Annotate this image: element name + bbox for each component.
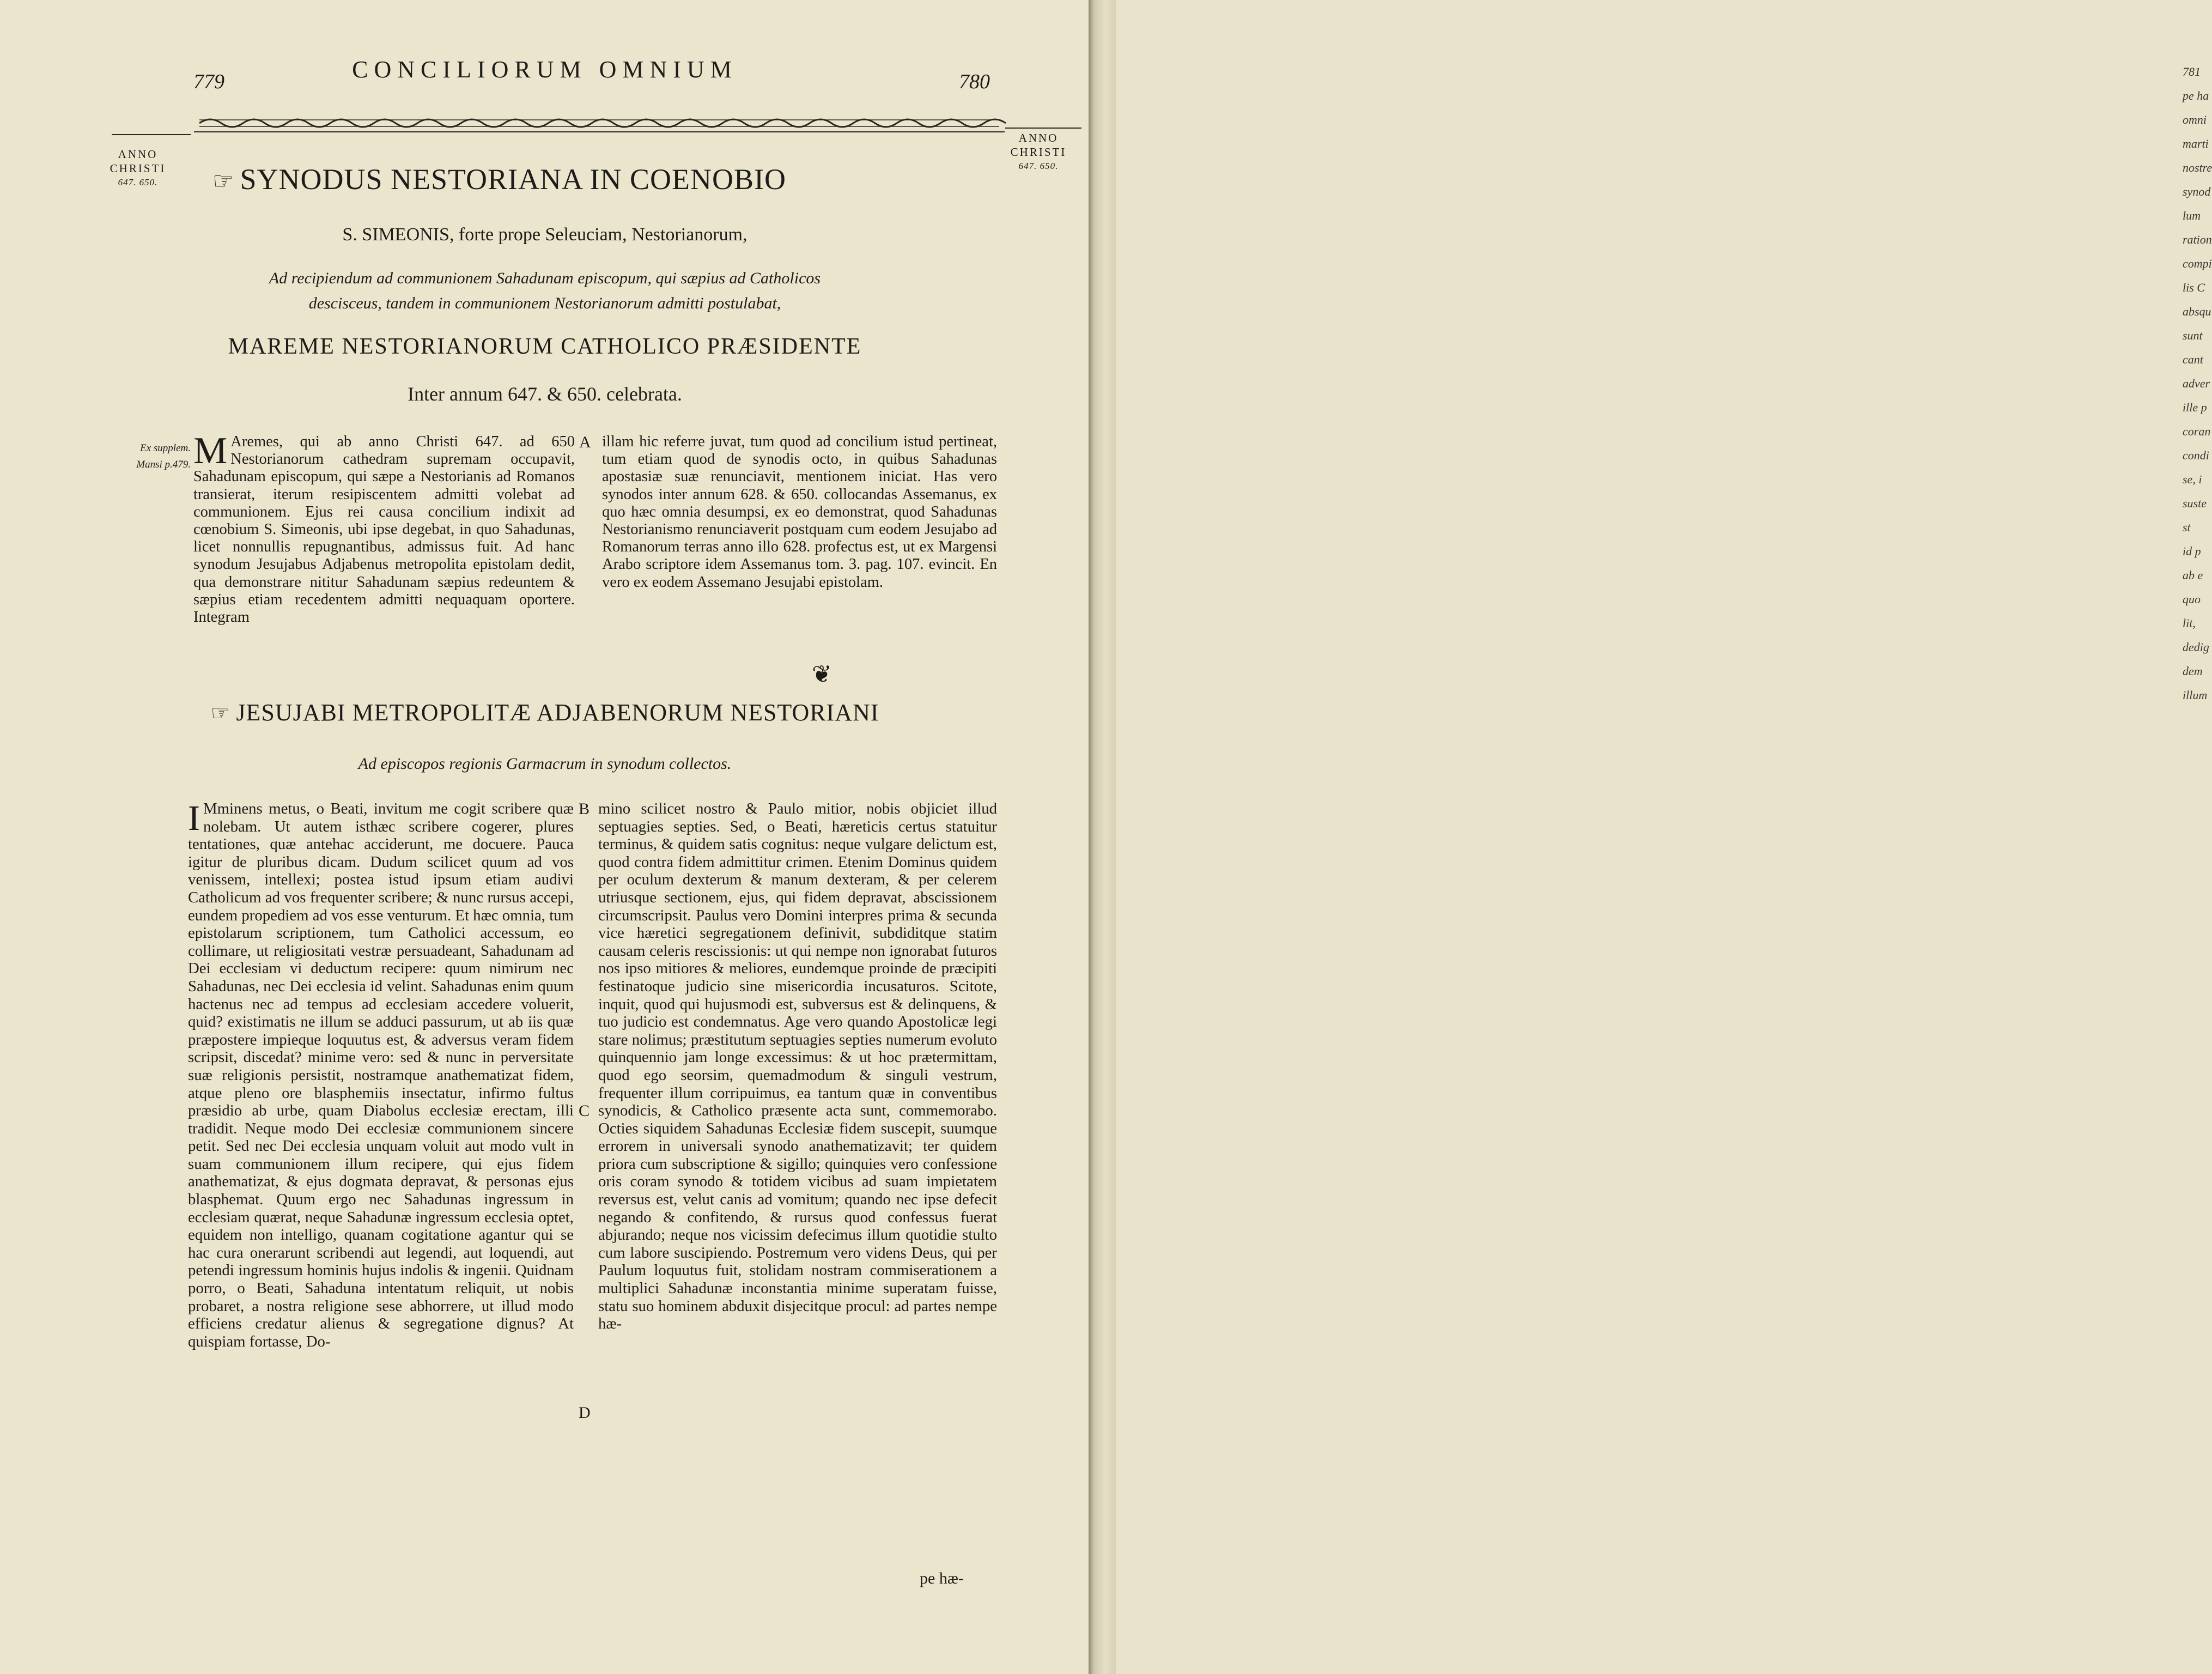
rule-left bbox=[112, 134, 191, 135]
intro-text-right: illam hic referre juvat, tum quod ad concilium istud pertineat, tum etiam quod de synodis octo, in quibus Sahadunas apostasiæ suæ renunciavit, mentionem iniciat. Has vero synodos inter annum 628. & 650. collocandas Assemanus, ex quo hæc omnia desumpsi, ex eo demonstrat, quod Sahadunas Nestorianismo renunciaverit postquam cum eodem Jesujabo ad Romanorum terras anno illo 628. profectus est, ut ex Margensi Arabo scriptore idem Assemanus tom. 3. pag. 107. evincit. En vero ex eodem Assemano Jesujabi epistolam. bbox=[602, 433, 997, 591]
letter-address: Ad episcopos regionis Garmacrum in synodum collectos. bbox=[358, 755, 732, 773]
letter-column-right bbox=[598, 800, 997, 1333]
synod-description bbox=[0, 266, 1090, 316]
pointing-hand-icon: ☞ bbox=[212, 168, 235, 195]
facing-page-edge bbox=[1089, 0, 2212, 1674]
sidenote-line1: Ex supplem. bbox=[140, 442, 191, 454]
intro-dropcap: M bbox=[193, 430, 228, 472]
letter-text-left: Mminens metus, o Beati, invitum me cogit scribere quæ nolebam. Ut autem isthæc scribere cogerer, plures tentationes, quæ antehac acciderunt, me docuere. Pauca igitur de pluribus dicam. Dudum scilicet quum ad vos venissem, intellexi; postea istud ipsum etiam audivi Catholicum ad vos frequenter scribere; & nunc rursus accepi, eundem propediem ad vos esse venturum. Et hæc omnia, tum epistolarum scriptionem, tum Catholici accessum, eo collimare, ut religiositati vestræ persuadeant, Sahadunam ad Dei ecclesiam vi deductum recipere: quum nimirum nec Sahadunas, nec Dei ecclesia id velint. Sahadunas enim quum hactenus nec ad tempus ad ecclesiam accedere voluerit, quid? existimatis ne illum se adduci passurum, ut ab iis quæ præpostere impieque loquutus est, & adversus veram fidem scripsit, discedat? minime vero: sed & nunc in perversitate suæ religionis persistit, nostramque anathematizat fidem, atque pleno ore blasphemiis insectatur, infirmo fultus præsidio ab urbe, quam Diabolus ecclesiæ erectam, illi tradidit. Neque modo Dei ecclesiæ communionem sincere petit. Sed nec Dei ecclesia unquam voluit aut modo vult in suam communionem illum recipere, qui ejus fidem anathematizat, & ejus dogmata depravat, & personas ejus blasphemat. Quum ergo nec Sahadunas ingressum in ecclesiam quærat, neque Sahadunæ ingressum ecclesia optet, equidem non intelligo, quanam cogitatione agantur qui se hac cura onerarunt scribendi aut legendi, aut loquendi, aut petendi ingressum hominis hujus indolis & ingenii. Quidnam porro, o Beati, Sahaduna intentatum reliquit, ut nobis probaret, a nostra religione sese abhorrere, ut illud modo efficiens credatur alienus & segregatione dignus? At quispiam fortasse, Do- bbox=[188, 800, 574, 1350]
section-marker-d: D bbox=[579, 1404, 591, 1422]
rule-right bbox=[1005, 128, 1081, 129]
synod-subtitle: S. SIMEONIS, forte prope Seleuciam, Nestorianorum, bbox=[342, 225, 748, 245]
page-number-right: 780 bbox=[959, 70, 990, 93]
date-line: Inter annum 647. & 650. celebrata. bbox=[408, 383, 682, 405]
christi-label: CHRISTI bbox=[1010, 145, 1067, 159]
intro-text-left: Aremes, qui ab anno Christi 647. ad 650 Nestorianorum cathedram supremam occupavit, Sahadunam episcopum, qui sæpe a Nestorianis ad Romanos transierat, iterum resipiscentem admitti volebat ad communionem. Ejus rei causa concilium indixit ad cœnobium S. Simeonis, ubi ipse degebat, in quo Sahadunas, licet nonnullis repugnantibus, admissus fuit. Ad hanc synodum Jesujabus Adjabenus metropolita epistolam dedit, qua demonstrare nititur Sahadunam sæpius redeuntem & sæpius etiam recedentem admitti nequaquam oportere. Integram bbox=[193, 433, 575, 626]
book-page bbox=[0, 0, 1090, 1674]
intro-column-right bbox=[602, 433, 997, 591]
anno-christi-left bbox=[108, 147, 168, 190]
anno-label: ANNO bbox=[1018, 131, 1059, 144]
synod-description-line2: descisceus, tandem in communionem Nestorianorum admitti postulabat, bbox=[308, 294, 781, 312]
facing-page-fragment: 781 pe ha omni marti nostre synod lum ration compi lis C absqu sunt cant adver ille p coran condi se, i suste st id p ab e quo lit, dedig dem illum bbox=[2183, 65, 2212, 702]
source-sidenote bbox=[95, 440, 191, 473]
letter-dropcap: I bbox=[188, 798, 200, 838]
synod-title bbox=[212, 162, 1019, 196]
anno-years: 647. 650. bbox=[1018, 161, 1059, 171]
section-marker-a: A bbox=[579, 433, 591, 451]
synod-title-text: SYNODUS NESTORIANA IN COENOBIO bbox=[240, 163, 787, 196]
catchword: pe hæ- bbox=[920, 1569, 964, 1587]
president-line: MAREME NESTORIANORUM CATHOLICO PRÆSIDENTE bbox=[228, 334, 862, 359]
section-marker-c: C bbox=[579, 1102, 590, 1120]
fleuron-icon: ❦ bbox=[812, 661, 832, 688]
ornamental-rule bbox=[194, 112, 1005, 134]
sidenote-line2: Mansi p.479. bbox=[136, 459, 191, 470]
letter-column-left bbox=[188, 800, 574, 1350]
section-marker-b: B bbox=[579, 800, 590, 818]
pointing-hand-icon: ☞ bbox=[210, 701, 231, 725]
letter-title bbox=[0, 699, 1090, 726]
intro-column-left bbox=[193, 430, 575, 626]
letter-text-right: mino scilicet nostro & Paulo mitior, nobis objiciet illud septuagies septies. Sed, o Beati, hæreticis certus statuitur terminus, & quidem satis cognitus: neque vulgare delictum est, quod contra fidem admittitur crimen. Etenim Dominus quidem per oculum dexterum & manum dexteram, & per celerem utriusque sectionem, ejus, qui fidem depravat, abscissionem circumscripsit. Paulus vero Domini interpres prima & secunda vice hæretici segregationem definivit, subdiditque statim causam celeris rescissionis: ut qui nempe non ignorabat futuros nos ipso mitiores & meliores, eundemque proinde de præcipiti festinatoque judicio sine misericordia incusaturos. Scitote, inquit, quod qui hujusmodi est, subversus est & delinquens, & tuo judicio est condemnatus. Age vero quando Apostolicæ legi stare nolimus; præstitutum septuagies septies numerum evoluto quinquennio jam longe excessimus: & ut hoc prætermittam, quod ego seorsim, quemadmodum & singuli vestrum, frequenter illum corripuimus, ea tantum quæ in conventibus synodicis, & Catholico præsente acta sunt, commemorabo. Octies siquidem Sahadunas Ecclesiæ fidem suscepit, suumque errorem in universali synodo anathematizavit; ter quidem priora cum subscriptione & sigillo; quinquies vero confessione oris coram synodo & totidem vicibus ad suam impietatem reversus est, velut canis ad vomitum; quando nec ipse defecit negando & confitendo, & rursus quod confessus fuerat abjurando; neque nos vicissim defecimus illum quotidie stulto cum labore suscipiendo. Postremum vero videns Deus, qui per Paulum loquutus fuit, stolidam nostram commiserationem a multiplici Sahadunæ inconstantia minime superatam fuisse, statu suo hominem abduxit disjecitque procul: ad partes nempe hæ- bbox=[598, 800, 997, 1333]
page-number-left: 779 bbox=[193, 70, 224, 93]
anno-years: 647. 650. bbox=[118, 177, 158, 187]
synod-description-line1: Ad recipiendum ad communionem Sahadunam episcopum, qui sæpius ad Catholicos bbox=[269, 269, 821, 287]
letter-title-text: JESUJABI METROPOLITÆ ADJABENORUM NESTORIANI bbox=[236, 699, 879, 726]
anno-label: ANNO bbox=[118, 148, 158, 161]
running-title: CONCILIORUM OMNIUM bbox=[352, 56, 738, 83]
christi-label: CHRISTI bbox=[110, 162, 166, 175]
